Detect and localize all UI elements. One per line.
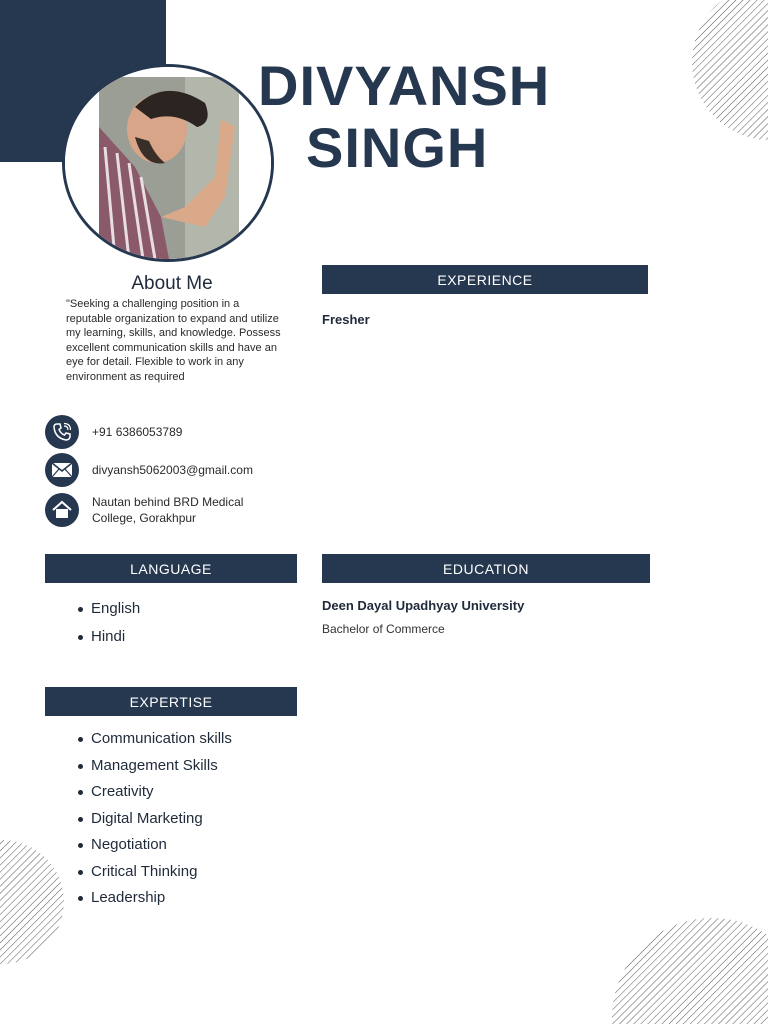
- list-item: Creativity: [76, 779, 232, 806]
- contact-phone-row: [45, 415, 182, 449]
- profile-photo: [62, 64, 274, 262]
- language-header: LANGUAGE: [45, 554, 297, 583]
- list-item: Communication skills: [76, 726, 232, 753]
- about-title: About Me: [131, 273, 213, 294]
- list-item: Hindi: [76, 623, 140, 651]
- list-item: Digital Marketing: [76, 806, 232, 833]
- contact-email: divyansh5062003@gmail.com: [92, 463, 253, 477]
- email-icon: [45, 453, 79, 487]
- hatched-circle-bottom-right: [612, 918, 768, 1024]
- education-degree: Bachelor of Commerce: [322, 622, 445, 636]
- list-item: English: [76, 595, 140, 623]
- contact-phone: +91 6386053789: [92, 425, 183, 439]
- list-item: Negotiation: [76, 832, 232, 859]
- name-first: DIVYANSH: [258, 54, 551, 117]
- list-item: Leadership: [76, 885, 232, 912]
- hatched-circle-top-right: [692, 0, 768, 140]
- phone-icon: [45, 415, 79, 449]
- name-last: SINGH: [306, 116, 489, 179]
- contact-address-row: [45, 493, 282, 527]
- list-item: Management Skills: [76, 753, 232, 780]
- expertise-list: [76, 726, 232, 912]
- about-text: "Seeking a challenging position in a reputable organization to expand and utilize my learning, skills, and knowledge. Possess excellent communication skills and have an eye for detail. Flexible to work in any environment as required: [66, 298, 281, 383]
- language-list: [76, 595, 140, 651]
- experience-header: EXPERIENCE: [322, 265, 648, 294]
- hatched-circle-left: [0, 840, 74, 964]
- expertise-header: EXPERTISE: [45, 687, 297, 716]
- contact-address: Nautan behind BRD Medical College, Gorakhpur: [92, 495, 244, 525]
- education-header: EDUCATION: [322, 554, 650, 583]
- home-icon: [45, 493, 79, 527]
- education-university: Deen Dayal Upadhyay University: [322, 598, 525, 613]
- contact-email-row: [45, 453, 253, 487]
- experience-text: Fresher: [322, 312, 370, 327]
- list-item: Critical Thinking: [76, 859, 232, 886]
